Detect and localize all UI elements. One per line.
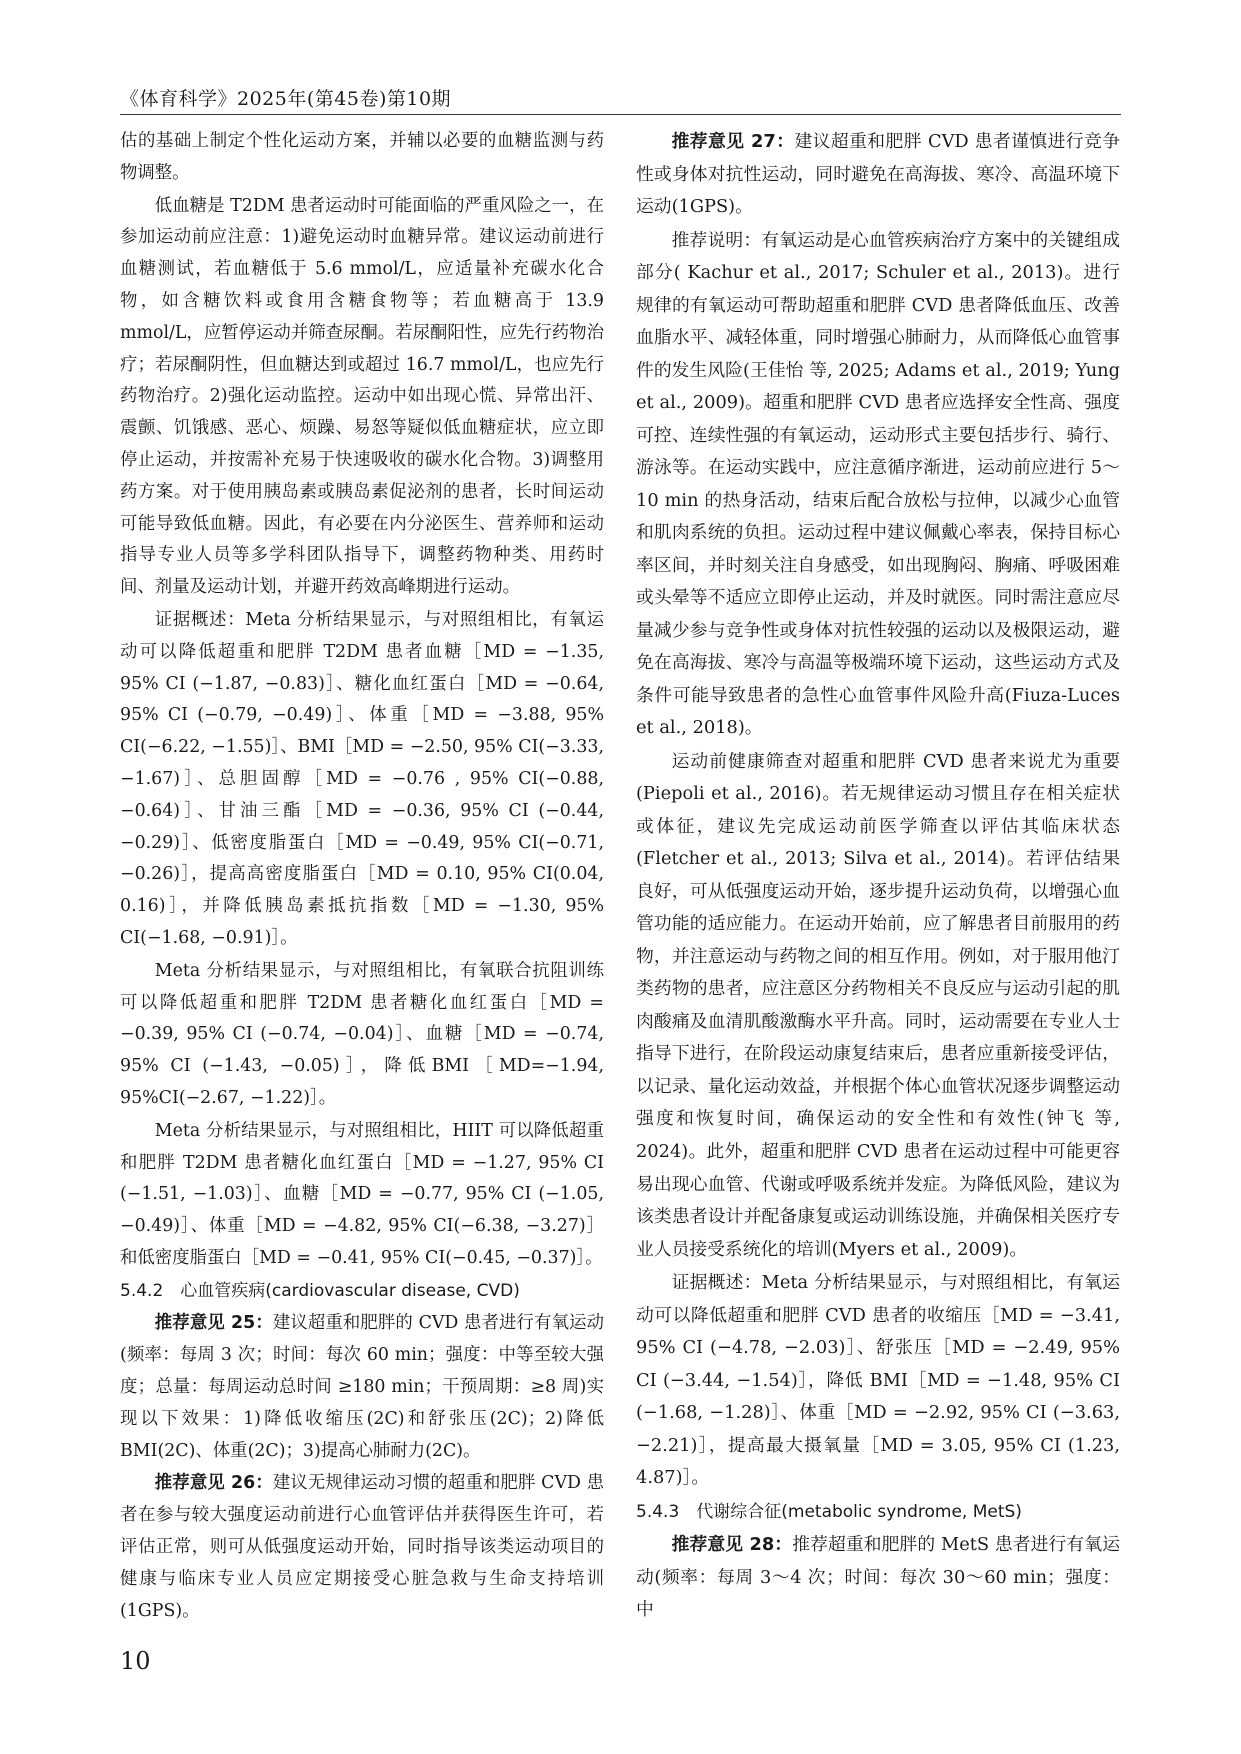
right-column [636,126,1120,1628]
recommendation-text: 推荐超重和肥胖的 MetS 患者进行有氧运动(频率：每周 3～4 次；时间：每次 30～60 min；强度：中 [636,1534,1120,1621]
recommendation-text: 建议超重和肥胖 CVD 患者谨慎进行竞争性或身体对抗性运动，同时避免在高海拔、寒冷、高温环境下运动(1GPS)。 [636,131,1121,218]
recommendation [120,1308,604,1467]
recommendation [120,1468,604,1627]
running-header: 《体育科学》2025年(第45卷)第10期 [120,88,452,110]
recommendation [636,126,1120,224]
section-heading: 5.4.2 心血管疾病(cardiovascular disease, CVD) [120,1280,520,1301]
recommendation [636,1529,1120,1627]
recommendation-text: 建议无规律运动习惯的超重和肥胖 CVD 患者在参与较大强度运动前进行心血管评估并获得医生许可，若评估正常，则可从低强度运动开始，同时指导该类运动项目的健康与临床专业人员应定期接受心脏急救与生命支持培训(1GPS)。 [120,1473,604,1621]
header-rule [120,114,1121,115]
paragraph: Meta 分析结果显示，与对照组相比，有氧联合抗阻训练可以降低超重和肥胖 T2DM 患者糖化血红蛋白［MD = −0.39, 95% CI (−0.74, −0.04)］、血糖［MD = −0.74, 95% CI (−1.43, −0.05)］，降低BMI［MD=−1.94, 95%CI(−2.67, −1.22)］。 [120,960,604,1108]
recommendation-label: 推荐意见 27： [671,131,795,152]
paragraph: 估的基础上制定个性化运动方案，并辅以必要的血糖监测与药物调整。 [120,131,604,183]
paragraph: 证据概述：Meta 分析结果显示，与对照组相比，有氧运动可以降低超重和肥胖 T2DM 患者血糖［MD = −1.35, 95% CI (−1.87, −0.83)］、糖化血红蛋白［MD = −0.64, 95% CI (−0.79, −0.49)］、体重［MD = −3.88, 95% CI(−6.22, −1.55)］、BMI［MD = −2.50, 95% CI(−3.33, −1.67)］、总胆固醇［MD = −0.76 , 95% CI(−0.88, −0.64)］、甘油三酯［MD = −0.36, 95% CI (−0.44, −0.29)］、低密度脂蛋白［MD = −0.49, 95% CI(−0.71, −0.26)］，提高高密度脂蛋白［MD = 0.10, 95% CI(0.04, 0.16)］，并降低胰岛素抵抗指数［MD = −1.30, 95% CI(−1.68, −0.91)］。 [120,609,605,948]
paragraph: Meta 分析结果显示，与对照组相比，HIIT 可以降低超重和肥胖 T2DM 患者糖化血红蛋白［MD = −1.27, 95% CI (−1.51, −1.03)］、血糖［MD = −0.77, 95% CI (−1.05, −0.49)］、体重［MD = −4.82, 95% CI(−6.38, −3.27)］和低密度脂蛋白［MD = −0.41, 95% CI(−0.45, −0.37)］。 [120,1120,604,1268]
paragraph: 推荐说明：有氧运动是心血管疾病治疗方案中的关键组成部分( Kachur et al., 2017; Schuler et al., 2013)。进行规律的有氧运动可帮助超重和肥胖 CVD 患者降低血压、改善血脂水平、减轻体重，同时增强心肺耐力，从而降低心血管事件的发生风险(王佳怡 等, 2025; Adams et al., 2019; Yung et al., 2009)。超重和肥胖 CVD 患者应选择安全性高、强度可控、连续性强的有氧运动，运动形式主要包括步行、骑行、游泳等。在运动实践中，应注意循序渐进，运动前应进行 5～10 min 的热身活动，结束后配合放松与拉伸，以减少心血管和肌肉系统的负担。运动过程中建议佩戴心率表，保持目标心率区间，并时刻关注自身感受，如出现胸闷、胸痛、呼吸困难或头晕等不适应立即停止运动，并及时就医。同时需注意应尽量减少参与竞争性或身体对抗性较强的运动以及极限运动，避免在高海拔、寒冷与高温等极端环境下运动，这些运动方式及条件可能导致患者的急性心血管事件风险升高(Fiuza-Luces et al., 2018)。 [636,229,1120,739]
paragraph: 运动前健康筛查对超重和肥胖 CVD 患者来说尤为重要(Piepoli et al., 2016)。若无规律运动习惯且存在相关症状或体征，建议先完成运动前医学筛查以评估其临床状态(Fletcher et al., 2013; Silva et al., 2014)。若评估结果良好，可从低强度运动开始，逐步提升运动负荷，以增强心血管功能的适应能力。在运动开始前，应了解患者目前服用的药物，并注意运动与药物之间的相互作用。例如，对于服用他汀类药物的患者，应注意区分药物相关不良反应与运动引起的肌肉酸痛及血清肌酸激酶水平升高。同时，运动需要在专业人士指导下进行，在阶段运动康复结束后，患者应重新接受评估，以记录、量化运动效益，并根据个体心血管状况逐步调整运动强度和恢复时间，确保运动的安全性和有效性(钟飞 等, 2024)。此外，超重和肥胖 CVD 患者在运动过程中可能更容易出现心血管、代谢或呼吸系统并发症。为降低风险，建议为该类患者设计并配备康复或运动训练设施，并确保相关医疗专业人员接受系统化的培训(Myers et al., 2009)。 [636,750,1120,1260]
paragraph: 证据概述：Meta 分析结果显示，与对照组相比，有氧运动可以降低超重和肥胖 CVD 患者的收缩压［MD = −3.41, 95% CI (−4.78, −2.03)］、舒张压［MD = −2.49, 95% CI (−3.44, −1.54)］，降低 BMI［MD = −1.48, 95% CI (−1.68, −1.28)］、体重［MD = −2.92, 95% CI (−3.63, −2.21)］，提高最大摄氧量［MD = 3.05, 95% CI (1.23, 4.87)］。 [636,1272,1120,1489]
paragraph: 低血糖是 T2DM 患者运动时可能面临的严重风险之一，在参加运动前应注意：1)避免运动时血糖异常。建议运动前进行血糖测试，若血糖低于 5.6 mmol/L，应适量补充碳水化合物，如含糖饮料或食用含糖食物等；若血糖高于 13.9 mmol/L，应暂停运动并筛查尿酮。若尿酮阳性，应先行药物治疗；若尿酮阴性，但血糖达到或超过 16.7 mmol/L，也应先行药物治疗。2)强化运动监控。运动中如出现心慌、异常出汗、震颤、饥饿感、恶心、烦躁、易怒等疑似低血糖症状，应立即停止运动，并按需补充易于快速吸收的碳水化合物。3)调整用药方案。对于使用胰岛素或胰岛素促泌剂的患者，长时间运动可能导致低血糖。因此，有必要在内分泌医生、营养师和运动指导专业人员等多学科团队指导下，调整药物种类、用药时间、剂量及运动计划，并避开药效高峰期进行运动。 [120,195,604,598]
recommendation-label: 推荐意见 28： [671,1534,793,1556]
page-number: 10 [120,1647,151,1675]
section-heading: 5.4.3 代谢综合征(metabolic syndrome, MetS) [636,1501,1022,1522]
left-column [120,126,604,1628]
recommendation-text: 建议超重和肥胖的 CVD 患者进行有氧运动(频率：每周 3 次；时间：每次 60 min；强度：中等至较大强度；总量：每周运动总时间 ≥180 min；干预周期：≥8 周)实现以下效果：1)降低收缩压(2C)和舒张压(2C)；2)降低 BMI(2C)、体重(2C)；3)提高心肺耐力(2C)。 [120,1313,604,1461]
recommendation-label: 推荐意见 26： [154,1473,273,1494]
recommendation-label: 推荐意见 25： [154,1313,273,1334]
